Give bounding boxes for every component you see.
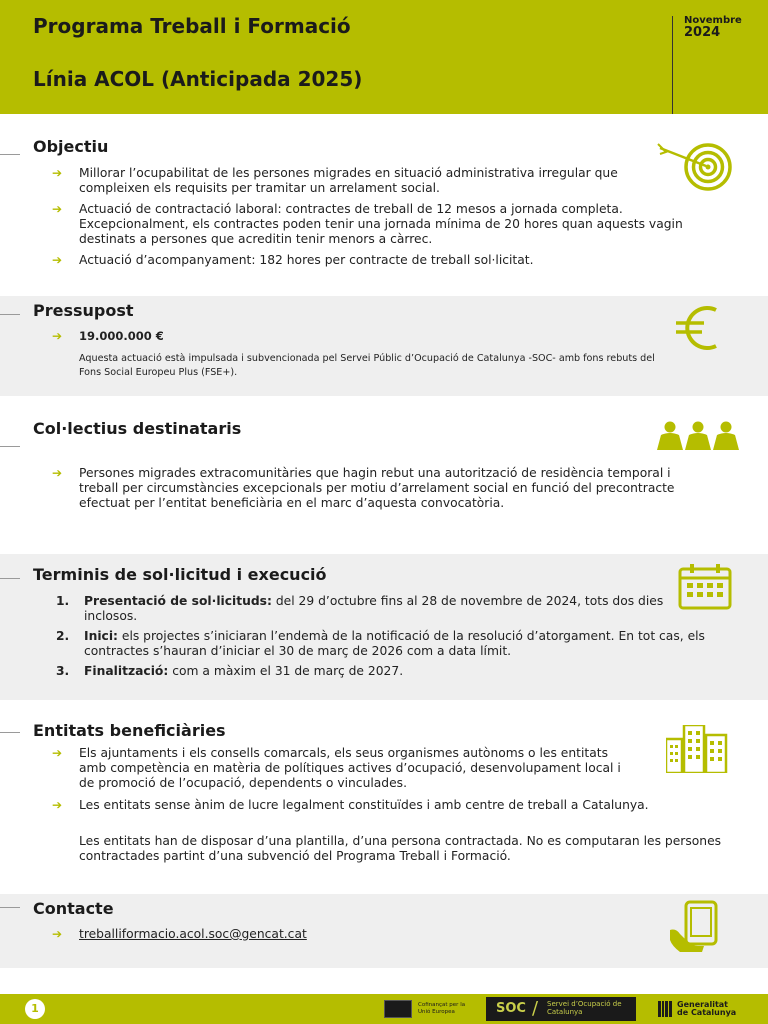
section-rule [0,446,20,447]
list-item: ➔ Els ajuntaments i els consells comarcals, els seus organismes autònoms o les entitats amb competència en matèria de polítiques actives d’ocupació, desenvolupament local i de promoció de l’ocupació, dependents o vinculades. [52,746,621,790]
document-subtitle: Línia ACOL (Anticipada 2025) [33,67,363,91]
people-group-icon [656,420,740,450]
section-pressupost [0,296,768,396]
section-rule [0,578,20,579]
section-rule [0,732,20,733]
eu-logo: Cofinançat per la Unió Europea [384,1000,478,1018]
list-item: ➔ Actuació de contractació laboral: contractes de treball de 12 mesos a jornada completa. Excepcionalment, els contractes poden tenir una jornada mínima de 20 hores quan aquests vagin destinats a persones que acreditin tenir menors a càrrec. [52,202,683,246]
arrow-icon: ➔ [52,746,63,760]
footer-bar [0,994,768,1024]
header-divider [672,16,673,114]
numbered-item: 1. Presentació de sol·licituds: del 29 d’octubre fins al 28 de novembre de 2024, tots dos dies inclosos. [56,594,664,623]
section-heading: Objectiu [33,137,109,156]
page-number: 1 [25,999,45,1019]
arrow-icon: ➔ [52,253,63,267]
budget-amount: 19.000.000 € [79,329,164,343]
entitats-note: Les entitats han de disposar d’una plantilla, d’una persona contractada. No es computaran les persones contractades partint d’una subvenció del Programa Treball i Formació. [79,834,722,863]
contact-email-link[interactable]: treballiformacio.acol.soc@gencat.cat [79,927,307,941]
section-heading: Col·lectius destinataris [33,419,242,438]
arrow-icon: ➔ [52,202,63,216]
arrow-icon: ➔ [52,927,63,941]
list-item [52,927,712,943]
arrow-icon: ➔ [52,166,63,180]
section-rule [0,154,20,155]
section-terminis [0,554,768,700]
numbered-item: 2. Inici: els projectes s’iniciaran l’endemà de la notificació de la resolució d’atorgament. En tot cas, els contractes s’hauran d’iniciar el 30 de març de 2026 com a data límit. [56,629,705,658]
section-rule [0,314,20,315]
list-item: ➔ Les entitats sense ànim de lucre legalment constituïdes i amb centre de treball a Catalunya. [52,798,649,812]
section-contacte [0,894,768,968]
section-collectius [0,396,768,554]
list-item: ➔ Millorar l’ocupabilitat de les persones migrades en situació administrativa irregular que compleixen els requisits per tramitar un arrelament social. [52,166,618,195]
arrow-icon: ➔ [52,798,63,812]
section-heading: Terminis de sol·licitud i execució [33,565,327,584]
header-banner [0,0,768,114]
section-entitats [0,700,768,894]
eu-flag-icon [384,1000,412,1018]
section-heading: Pressupost [33,301,134,320]
slash-icon: / [532,998,539,1019]
section-heading: Contacte [33,899,114,918]
list-item: ➔ Persones migrades extracomunitàries que hagin rebut una autorització de residència temporal i treball per circumstàncies excepcionals per motiu d’arrelament social en funció del precontracte efectuat per l’entitat beneficiària en el marc d’aquesta convocatòria. [52,466,675,510]
budget-note: Aquesta actuació està impulsada i subvencionada pel Servei Públic d’Ocupació de Catalunya -SOC- amb fons rebuts del Fons Social Europeu Plus (FSE+). [79,353,655,378]
list-item: ➔ Actuació d’acompanyament: 182 hores per contracte de treball sol·licitat. [52,253,534,267]
section-objectiu [0,114,768,296]
euro-icon [674,302,722,354]
arrow-icon: ➔ [52,329,63,343]
section-heading: Entitats beneficiàries [33,721,226,740]
arrow-icon: ➔ [52,466,63,480]
date-year: 2024 [684,25,721,40]
date-month: Novembre [684,15,742,26]
generalitat-mark-icon [658,1001,672,1017]
soc-logo: SOC / Servei d’Ocupació de Catalunya [486,997,636,1021]
numbered-item: 3. Finalització: com a màxim el 31 de març de 2027. [56,664,404,678]
section-rule [0,907,20,908]
generalitat-logo: Generalitat de Catalunya [658,1000,736,1018]
tablet-hand-icon [668,900,724,952]
list-item [52,329,712,345]
document-title: Programa Treball i Formació [33,14,351,38]
